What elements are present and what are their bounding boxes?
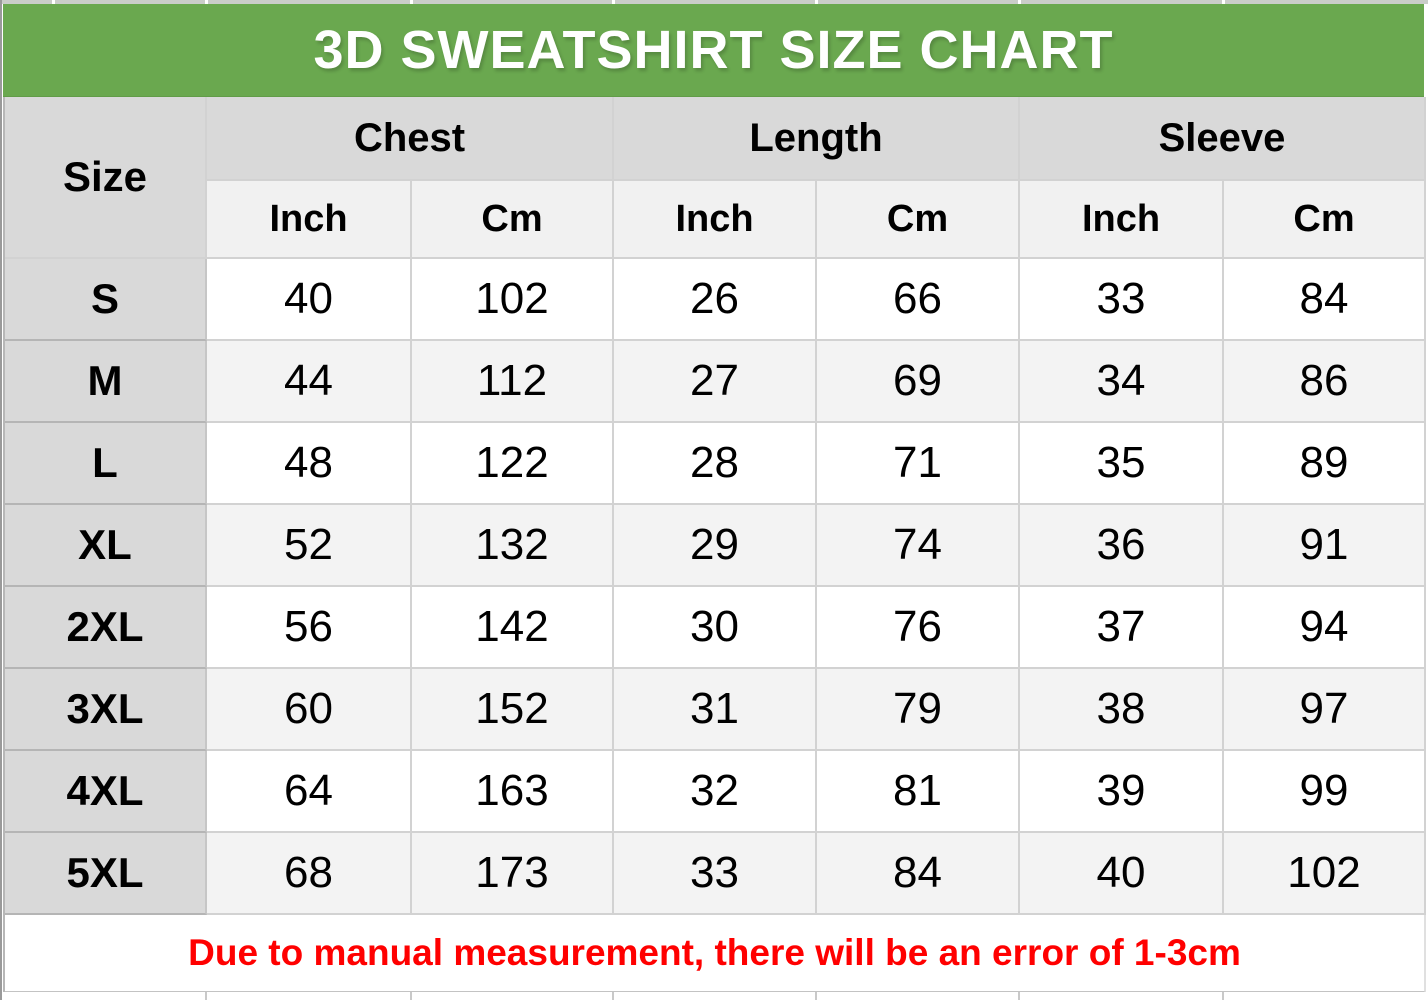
measurement-cell: 152 (412, 669, 614, 751)
table-row (5, 423, 1426, 505)
size-row-label: 5XL (5, 833, 207, 915)
grid-tick (815, 992, 817, 1000)
measurement-cell: 66 (817, 259, 1020, 341)
left-edge-line (0, 0, 2, 1000)
measurement-cell: 74 (817, 505, 1020, 587)
measurement-cell: 94 (1224, 587, 1426, 669)
spreadsheet-bottom-row-strip (0, 992, 1428, 1000)
measurement-cell: 44 (207, 341, 412, 423)
table-footer (5, 915, 1426, 993)
measurement-cell: 173 (412, 833, 614, 915)
measurement-cell: 86 (1224, 341, 1426, 423)
chest-group-header: Chest (207, 97, 614, 181)
measurement-cell: 26 (614, 259, 817, 341)
measurement-cell: 81 (817, 751, 1020, 833)
measurement-cell: 79 (817, 669, 1020, 751)
measurement-cell: 52 (207, 505, 412, 587)
size-row-label: 4XL (5, 751, 207, 833)
table-row (5, 833, 1426, 915)
length-group-header: Length (614, 97, 1020, 181)
measurement-cell: 40 (207, 259, 412, 341)
measurement-cell: 89 (1224, 423, 1426, 505)
measurement-cell: 60 (207, 669, 412, 751)
grid-tick (410, 992, 412, 1000)
size-row-label: M (5, 341, 207, 423)
measurement-cell: 112 (412, 341, 614, 423)
measurement-cell: 36 (1020, 505, 1224, 587)
length-inch-header: Inch (614, 181, 817, 259)
measurement-cell: 37 (1020, 587, 1224, 669)
chest-inch-header: Inch (207, 181, 412, 259)
measurement-cell: 163 (412, 751, 614, 833)
size-row-label: 3XL (5, 669, 207, 751)
measurement-cell: 102 (1224, 833, 1426, 915)
size-row-label: S (5, 259, 207, 341)
measurement-cell: 99 (1224, 751, 1426, 833)
measurement-cell: 27 (614, 341, 817, 423)
measurement-cell: 56 (207, 587, 412, 669)
note-row (5, 915, 1426, 993)
unit-header-row (5, 181, 1426, 259)
measurement-cell: 122 (412, 423, 614, 505)
measurement-cell: 71 (817, 423, 1020, 505)
measurement-cell: 91 (1224, 505, 1426, 587)
table-row (5, 341, 1426, 423)
measurement-cell: 29 (614, 505, 817, 587)
measurement-cell: 32 (614, 751, 817, 833)
measurement-cell: 28 (614, 423, 817, 505)
table-row (5, 669, 1426, 751)
table-row (5, 751, 1426, 833)
measurement-note: Due to manual measurement, there will be an error of 1-3cm (5, 915, 1426, 993)
measurement-cell: 132 (412, 505, 614, 587)
measurement-cell: 142 (412, 587, 614, 669)
chest-cm-header: Cm (412, 181, 614, 259)
sleeve-cm-header: Cm (1224, 181, 1426, 259)
chart-title: 3D SWEATSHIRT SIZE CHART (313, 20, 1114, 80)
size-chart-table (3, 97, 1426, 993)
measurement-cell: 35 (1020, 423, 1224, 505)
size-column-header: Size (5, 97, 207, 259)
grid-tick (612, 992, 614, 1000)
measurement-cell: 97 (1224, 669, 1426, 751)
table-body (5, 259, 1426, 915)
group-header-row (5, 97, 1426, 181)
grid-tick (1222, 992, 1224, 1000)
size-row-label: XL (5, 505, 207, 587)
measurement-cell: 30 (614, 587, 817, 669)
measurement-cell: 76 (817, 587, 1020, 669)
size-row-label: L (5, 423, 207, 505)
measurement-cell: 40 (1020, 833, 1224, 915)
size-row-label: 2XL (5, 587, 207, 669)
table-row (5, 505, 1426, 587)
grid-tick (1018, 992, 1020, 1000)
grid-tick (205, 992, 207, 1000)
measurement-cell: 33 (1020, 259, 1224, 341)
measurement-cell: 39 (1020, 751, 1224, 833)
measurement-cell: 38 (1020, 669, 1224, 751)
table-row (5, 259, 1426, 341)
table-header (5, 97, 1426, 259)
chart-title-bar (3, 4, 1424, 97)
measurement-cell: 69 (817, 341, 1020, 423)
measurement-cell: 64 (207, 751, 412, 833)
size-chart-sheet (3, 4, 1424, 993)
sleeve-inch-header: Inch (1020, 181, 1224, 259)
measurement-cell: 68 (207, 833, 412, 915)
measurement-cell: 84 (1224, 259, 1426, 341)
length-cm-header: Cm (817, 181, 1020, 259)
sleeve-group-header: Sleeve (1020, 97, 1426, 181)
measurement-cell: 33 (614, 833, 817, 915)
measurement-cell: 84 (817, 833, 1020, 915)
measurement-cell: 48 (207, 423, 412, 505)
measurement-cell: 102 (412, 259, 614, 341)
measurement-cell: 34 (1020, 341, 1224, 423)
table-row (5, 587, 1426, 669)
measurement-cell: 31 (614, 669, 817, 751)
